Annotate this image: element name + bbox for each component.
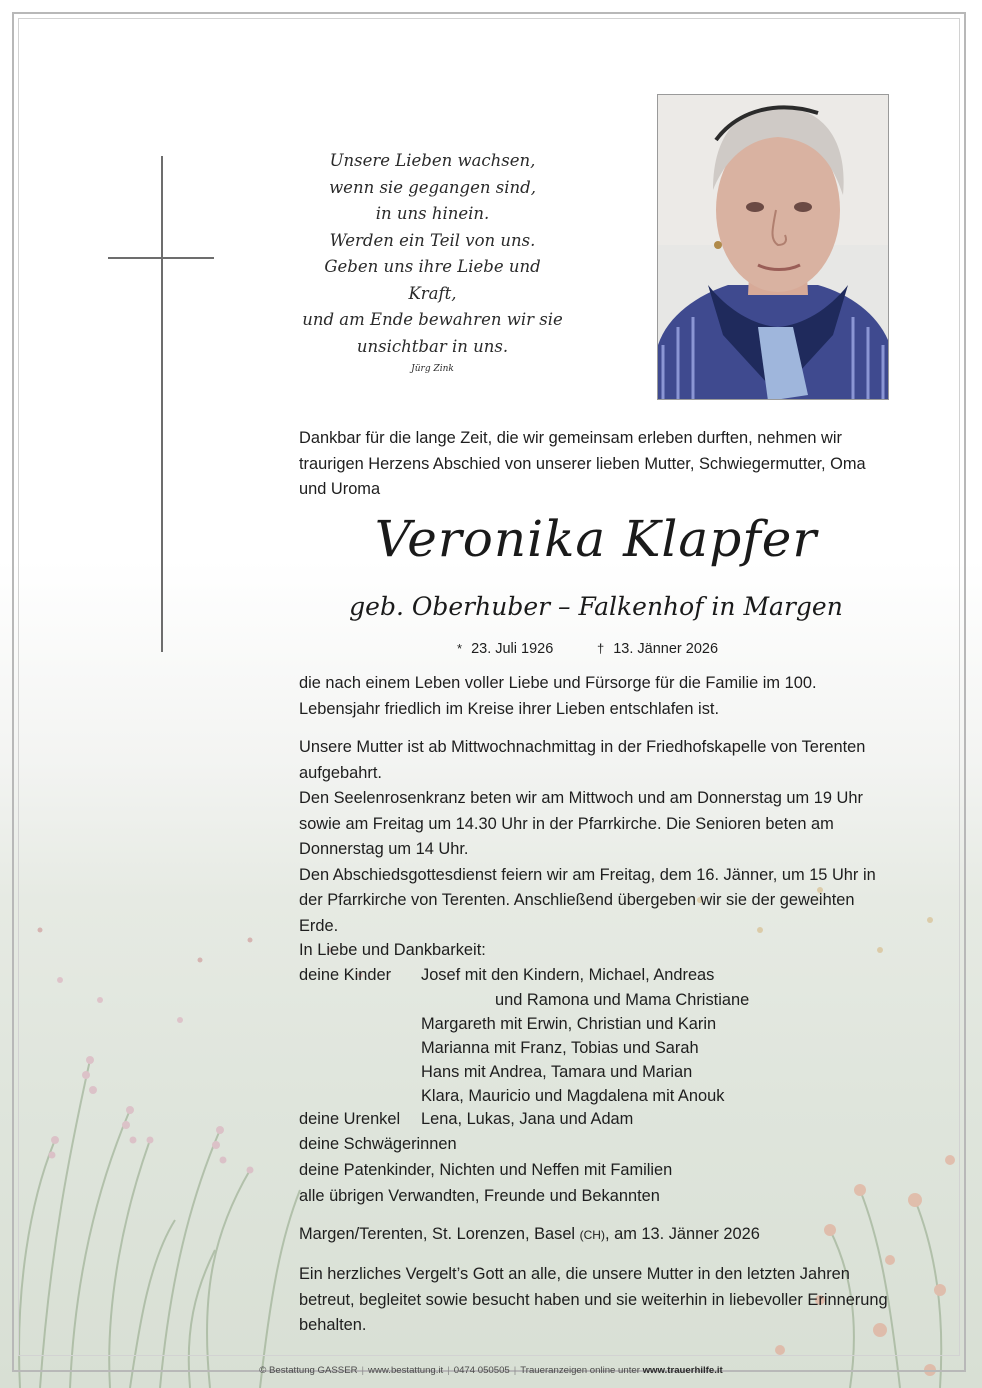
poem-line: Geben uns ihre Liebe und Kraft, (324, 257, 541, 303)
portrait-photo (657, 94, 889, 400)
paragraph-laid-out: Unsere Mutter ist ab Mittwochnachmittag in der Friedhofskapelle von Terenten aufgebahrt. (299, 738, 866, 782)
poem-line: Werden ein Teil von uns. (329, 230, 536, 250)
godchildren: deine Patenkinder, Nichten und Neffen mit Familien (299, 1161, 673, 1179)
deceased-name: Veronika Klapfer (374, 510, 818, 568)
death-date (597, 638, 718, 660)
paragraph-life: die nach einem Leben voller Liebe und Fürsorge für die Familie im 100. Lebensjahr friedlich im Kreise ihrer Lieben entschlafen ist. (299, 674, 817, 718)
child-line: Margareth mit Erwin, Christian und Karin (421, 1015, 717, 1033)
place-country: (CH) (579, 1228, 605, 1242)
footer-online-text: Traueranzeigen online unter (520, 1365, 640, 1376)
footer-company: © Bestattung GASSER (259, 1365, 358, 1376)
intro-text: Dankbar für die lange Zeit, die wir gemeinsam erleben durften, nehmen wir traurigen Herzens Abschied von unserer lieben Mutter, Schwiegermutter, Oma und Uroma (299, 429, 866, 498)
footer: © Bestattung GASSER | www.bestattung.it | 0474 050505 | Traueranzeigen online unter www.trauerhilfe.it (259, 1365, 723, 1376)
child-line: Hans mit Andrea, Tamara und Marian (421, 1063, 693, 1081)
sisters-in-law: deine Schwägerinnen (299, 1135, 457, 1153)
place-date (299, 1222, 760, 1249)
poem-author: Jürg Zink (411, 364, 454, 374)
child-line: Josef mit den Kindern, Michael, Andreas (421, 966, 715, 984)
poem-line: wenn sie gegangen sind, (329, 177, 536, 197)
paragraph-rosary: Den Seelenrosenkranz beten wir am Mittwoch und am Donnerstag um 19 Uhr sowie am Freitag um 14.30 Uhr in der Pfarrkirche. Die Senioren beten am Donnerstag um 14 Uhr. (299, 789, 863, 858)
footer-website-link[interactable]: www.bestattung.it (368, 1365, 444, 1376)
poem-line: Unsere Lieben wachsen, (329, 151, 536, 170)
child-line: Klara, Mauricio und Magdalena mit Anouk (421, 1087, 725, 1105)
birth-symbol: * (457, 641, 463, 656)
thanks-text: Ein herzliches Vergelt’s Gott an alle, die unsere Mutter in den letzten Jahren betreut, begleitet sowie besucht haben und sie weiterhin in liebevoller Erinnerung behalten. (299, 1265, 888, 1334)
child-line: Marianna mit Franz, Tobias und Sarah (421, 1039, 699, 1057)
place-date-value: , am 13. Jänner 2026 (604, 1225, 760, 1243)
footer-phone: 0474 050505 (453, 1365, 510, 1376)
child-line: und Ramona und Mama Christiane (495, 991, 750, 1009)
cross-death-icon: † (597, 641, 605, 656)
poem-line: und am Ende bewahren wir sie (302, 310, 563, 329)
mourners-heading: In Liebe und Dankbarkeit: (299, 941, 486, 959)
death-date-value: 13. Jänner 2026 (613, 641, 719, 657)
birth-date (457, 638, 553, 660)
great-grandchildren-names: Lena, Lukas, Jana und Adam (421, 1110, 634, 1128)
place-names: Margen/Terenten, St. Lorenzen, Basel (299, 1225, 576, 1243)
birth-date-value: 23. Juli 1926 (471, 641, 554, 657)
other-relatives: alle übrigen Verwandten, Freunde und Bekannten (299, 1187, 660, 1205)
cross-icon-beam (108, 257, 214, 259)
paragraph-funeral: Den Abschiedsgottesdienst feiern wir am Freitag, dem 16. Jänner, um 15 Uhr in der Pfarrkirche von Terenten. Anschließend übergeben wir sie der geweihten Erde. (299, 865, 876, 935)
poem-line: unsichtbar in uns. (356, 336, 509, 356)
paragraph-services (299, 735, 893, 939)
maiden-name: geb. Oberhuber – Falkenhof in Margen (349, 592, 843, 621)
poem-line: in uns hinein. (375, 204, 490, 223)
great-grandchildren-label: deine Urenkel (299, 1110, 401, 1128)
poem (300, 148, 565, 376)
footer-online-link[interactable]: www.trauerhilfe.it (642, 1365, 723, 1376)
children-label: deine Kinder (299, 966, 392, 984)
cross-icon (161, 156, 163, 652)
